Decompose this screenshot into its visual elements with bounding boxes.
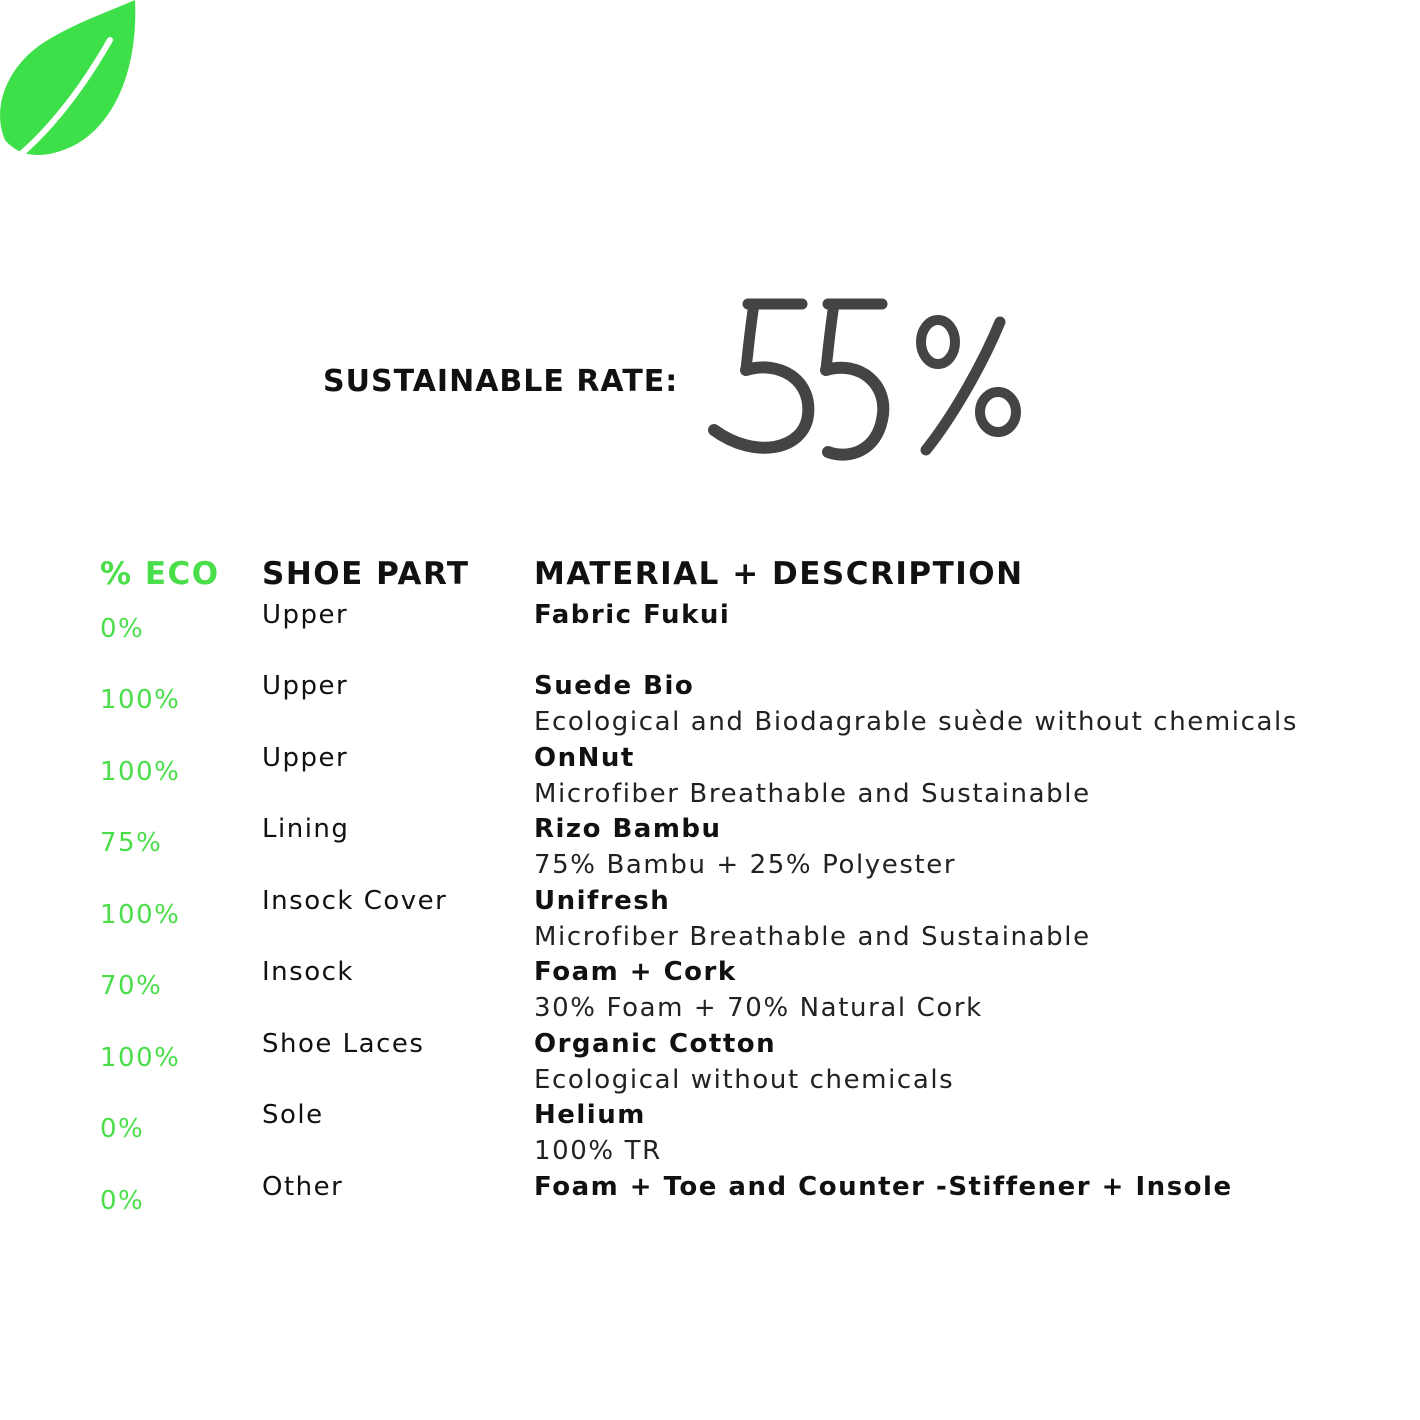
material-name: OnNut [534,743,635,773]
eco-percent: 0% [100,1186,145,1216]
eco-percent: 0% [100,1114,145,1144]
shoe-part: Upper [262,743,349,773]
shoe-part: Other [262,1172,344,1202]
table-row [0,886,1420,958]
material-name: Unifresh [534,886,671,916]
eco-percent: 100% [100,685,181,715]
eco-percent: 100% [100,900,181,930]
material-description: Microfiber Breathable and Sustainable [534,779,1091,809]
table-row [0,600,1420,672]
material-name: Foam + Toe and Counter -Stiffener + Insole [534,1172,1233,1202]
table-row [0,743,1420,815]
shoe-part: Sole [262,1100,324,1130]
material-name: Organic Cotton [534,1029,777,1059]
material-name: Suede Bio [534,671,695,701]
eco-percent: 70% [100,971,163,1001]
shoe-part: Upper [262,671,349,701]
material-description: 30% Foam + 70% Natural Cork [534,993,983,1023]
eco-percent: 100% [100,757,181,787]
material-name: Helium [534,1100,646,1130]
shoe-part: Insock [262,957,354,987]
material-name: Fabric Fukui [534,600,731,630]
material-name: Rizo Bambu [534,814,722,844]
shoe-part: Insock Cover [262,886,448,916]
table-row [0,671,1420,743]
table-row [0,1029,1420,1101]
table-row [0,957,1420,1029]
shoe-part: Shoe Laces [262,1029,425,1059]
table-row [0,814,1420,886]
header-shoe-part: SHOE PART [262,556,470,592]
eco-percent: 0% [100,614,145,644]
table-row [0,1172,1420,1244]
sustainable-rate-value [700,290,1040,470]
eco-percent: 75% [100,828,163,858]
material-description: 75% Bambu + 25% Polyester [534,850,957,880]
table-row [0,1100,1420,1172]
shoe-part: Lining [262,814,350,844]
eco-percent: 100% [100,1043,181,1073]
leaf-icon [0,0,150,175]
material-name: Foam + Cork [534,957,737,987]
header-material-description: MATERIAL + DESCRIPTION [534,556,1024,592]
material-description: Ecological and Biodagrable suède without chemicals [534,707,1299,737]
shoe-part: Upper [262,600,349,630]
material-description: Ecological without chemicals [534,1065,955,1095]
material-description: 100% TR [534,1136,662,1166]
sustainable-rate-label: SUSTAINABLE RATE: [323,364,679,399]
material-description: Microfiber Breathable and Sustainable [534,922,1091,952]
header-eco: % ECO [100,556,220,592]
